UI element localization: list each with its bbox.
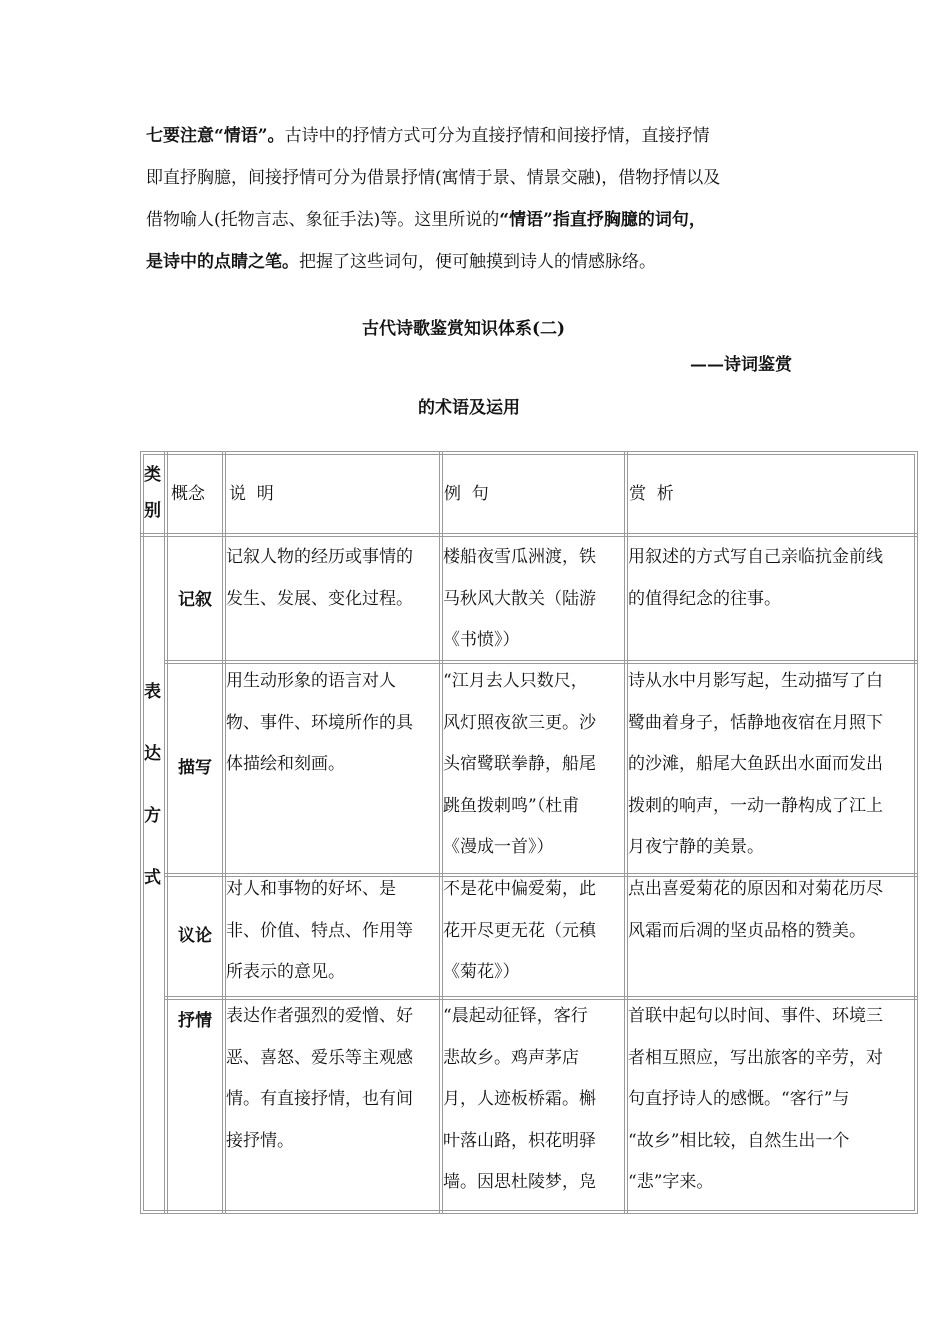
example-line: “晨起动征铎，客行 (443, 1006, 588, 1026)
intro-lead-bold: 七要注意“情语”。 (146, 126, 285, 146)
header-category (144, 457, 164, 529)
header-category-char-1: 类 (144, 465, 161, 485)
explanation-line: 所表示的意见。 (226, 962, 345, 982)
intro-line3-bold: “情语”指直抒胸臆的词句， (499, 210, 706, 230)
row-example (443, 996, 625, 1204)
analysis-line: 风霜而后凋的坚贞品格的赞美。 (628, 920, 866, 941)
example-line: 楼船夜雪瓜洲渡，铁 (443, 547, 596, 567)
row-explanation (226, 537, 440, 620)
section-subtitle-a: ——诗词鉴赏 (690, 355, 792, 375)
example-line: 叶落山路，枳花明驿 (443, 1130, 596, 1151)
explanation-line: 体描绘和刻画。 (226, 754, 345, 774)
explanation-line: 对人和事物的好坏、是 (226, 879, 396, 899)
explanation-line: 接抒情。 (226, 1130, 294, 1151)
row-explanation (226, 661, 440, 786)
example-line: 马秋风大散关（陆游 (443, 588, 596, 609)
intro-line-1 (146, 115, 806, 157)
intro-part1: 古诗中的抒情方式可分为直接抒情和间接抒情，直接抒情 (284, 126, 710, 146)
analysis-line: 拨刺的响声，一动一静构成了江上 (628, 795, 883, 816)
example-line: 不是花中偏爱菊，此 (443, 879, 596, 899)
analysis-line: 鹭曲着身子，恬静地夜宿在月照下 (628, 712, 883, 733)
row-example (443, 869, 625, 994)
intro-line4-bold: 是诗中的点睛之笔。 (146, 252, 299, 272)
example-line: 墙。因思杜陵梦，凫 (443, 1172, 596, 1192)
category-char: 达 (144, 744, 161, 764)
analysis-line: 者相互照应，写出旅客的辛劳，对 (628, 1047, 883, 1068)
example-line: 跳鱼拨剌鸣”（杜甫 (443, 795, 580, 816)
analysis-line: 点出喜爱菊花的原因和对菊花历尽 (628, 879, 883, 899)
example-line: 头宿鹭联拳静，船尾 (443, 754, 596, 774)
category-char: 方 (144, 806, 161, 826)
example-line: 《书愤》） (443, 630, 520, 650)
intro-line3-plain: 借物喻人(托物言志、象征手法)等。这里所说的 (146, 210, 500, 230)
analysis-line: 的沙滩，船尾大鱼跃出水面而发出 (628, 754, 883, 774)
row-analysis (628, 869, 916, 952)
row-concept: 议论 (178, 926, 212, 946)
header-explanation: 说 明 (229, 484, 274, 504)
row-explanation (226, 996, 440, 1162)
header-analysis: 赏 析 (629, 484, 674, 504)
intro-line-4 (146, 241, 806, 283)
analysis-line: 的值得纪念的往事。 (628, 588, 781, 609)
explanation-line: 物、事件、环境所作的具 (226, 712, 413, 733)
row-example (443, 537, 625, 662)
header-concept: 概念 (171, 484, 205, 504)
row-analysis (628, 996, 916, 1204)
header-example: 例 句 (444, 484, 489, 504)
example-line: “江月去人只数尺， (443, 671, 588, 691)
row-analysis (628, 537, 916, 620)
intro-line-3 (146, 199, 806, 241)
explanation-line: 发生、发展、变化过程。 (226, 588, 413, 609)
explanation-line: 恶、喜怒、爱乐等主观感 (226, 1047, 413, 1068)
row-concept: 记叙 (178, 590, 212, 610)
explanation-line: 情。有直接抒情，也有间 (226, 1089, 413, 1109)
analysis-line: 月夜宁静的美景。 (628, 837, 764, 857)
analysis-line: 诗从水中月影写起，生动描写了白 (628, 671, 883, 691)
row-concept: 抒情 (178, 1011, 212, 1031)
explanation-line: 表达作者强烈的爱憎、好 (226, 1006, 413, 1026)
row-analysis (628, 661, 916, 869)
analysis-line: 首联中起句以时间、事件、环境三 (628, 1006, 883, 1026)
intro-line4-plain: 把握了这些词句，便可触摸到诗人的情感脉络。 (299, 252, 656, 272)
analysis-line: “故乡”相比较，自然生出一个 (628, 1130, 850, 1151)
intro-paragraph (146, 115, 806, 283)
header-category-char-2: 别 (144, 501, 161, 521)
row-explanation (226, 869, 440, 994)
terms-table (140, 451, 918, 1214)
intro-line-2: 即直抒胸臆，间接抒情可分为借景抒情(寓情于景、情景交融)，借物抒情以及 (146, 168, 721, 188)
analysis-line: “悲”字来。 (628, 1172, 714, 1192)
example-line: 《漫成一首》） (443, 837, 554, 857)
section-title: 古代诗歌鉴赏知识体系(二) (362, 319, 566, 339)
example-line: 月，人迹板桥霜。槲 (443, 1089, 596, 1109)
row-concept: 描写 (178, 758, 212, 778)
example-line: 《菊花》） (443, 962, 520, 982)
section-subtitle-b: 的术语及运用 (418, 398, 520, 418)
category-char: 式 (144, 868, 161, 888)
category-char: 表 (144, 682, 161, 702)
example-line: 风灯照夜欲三更。沙 (443, 712, 596, 733)
example-line: 悲故乡。鸡声茅店 (443, 1047, 579, 1068)
analysis-line: 用叙述的方式写自己亲临抗金前线 (628, 547, 883, 567)
row-example (443, 661, 625, 869)
analysis-line: 句直抒诗人的感慨。“客行”与 (628, 1089, 850, 1109)
explanation-line: 用生动形象的语言对人 (226, 671, 396, 691)
explanation-line: 非、价值、特点、作用等 (226, 920, 413, 941)
explanation-line: 记叙人物的经历或事情的 (226, 547, 413, 567)
example-line: 花开尽更无花（元稹 (443, 920, 596, 941)
category-expression-mode (144, 661, 164, 909)
